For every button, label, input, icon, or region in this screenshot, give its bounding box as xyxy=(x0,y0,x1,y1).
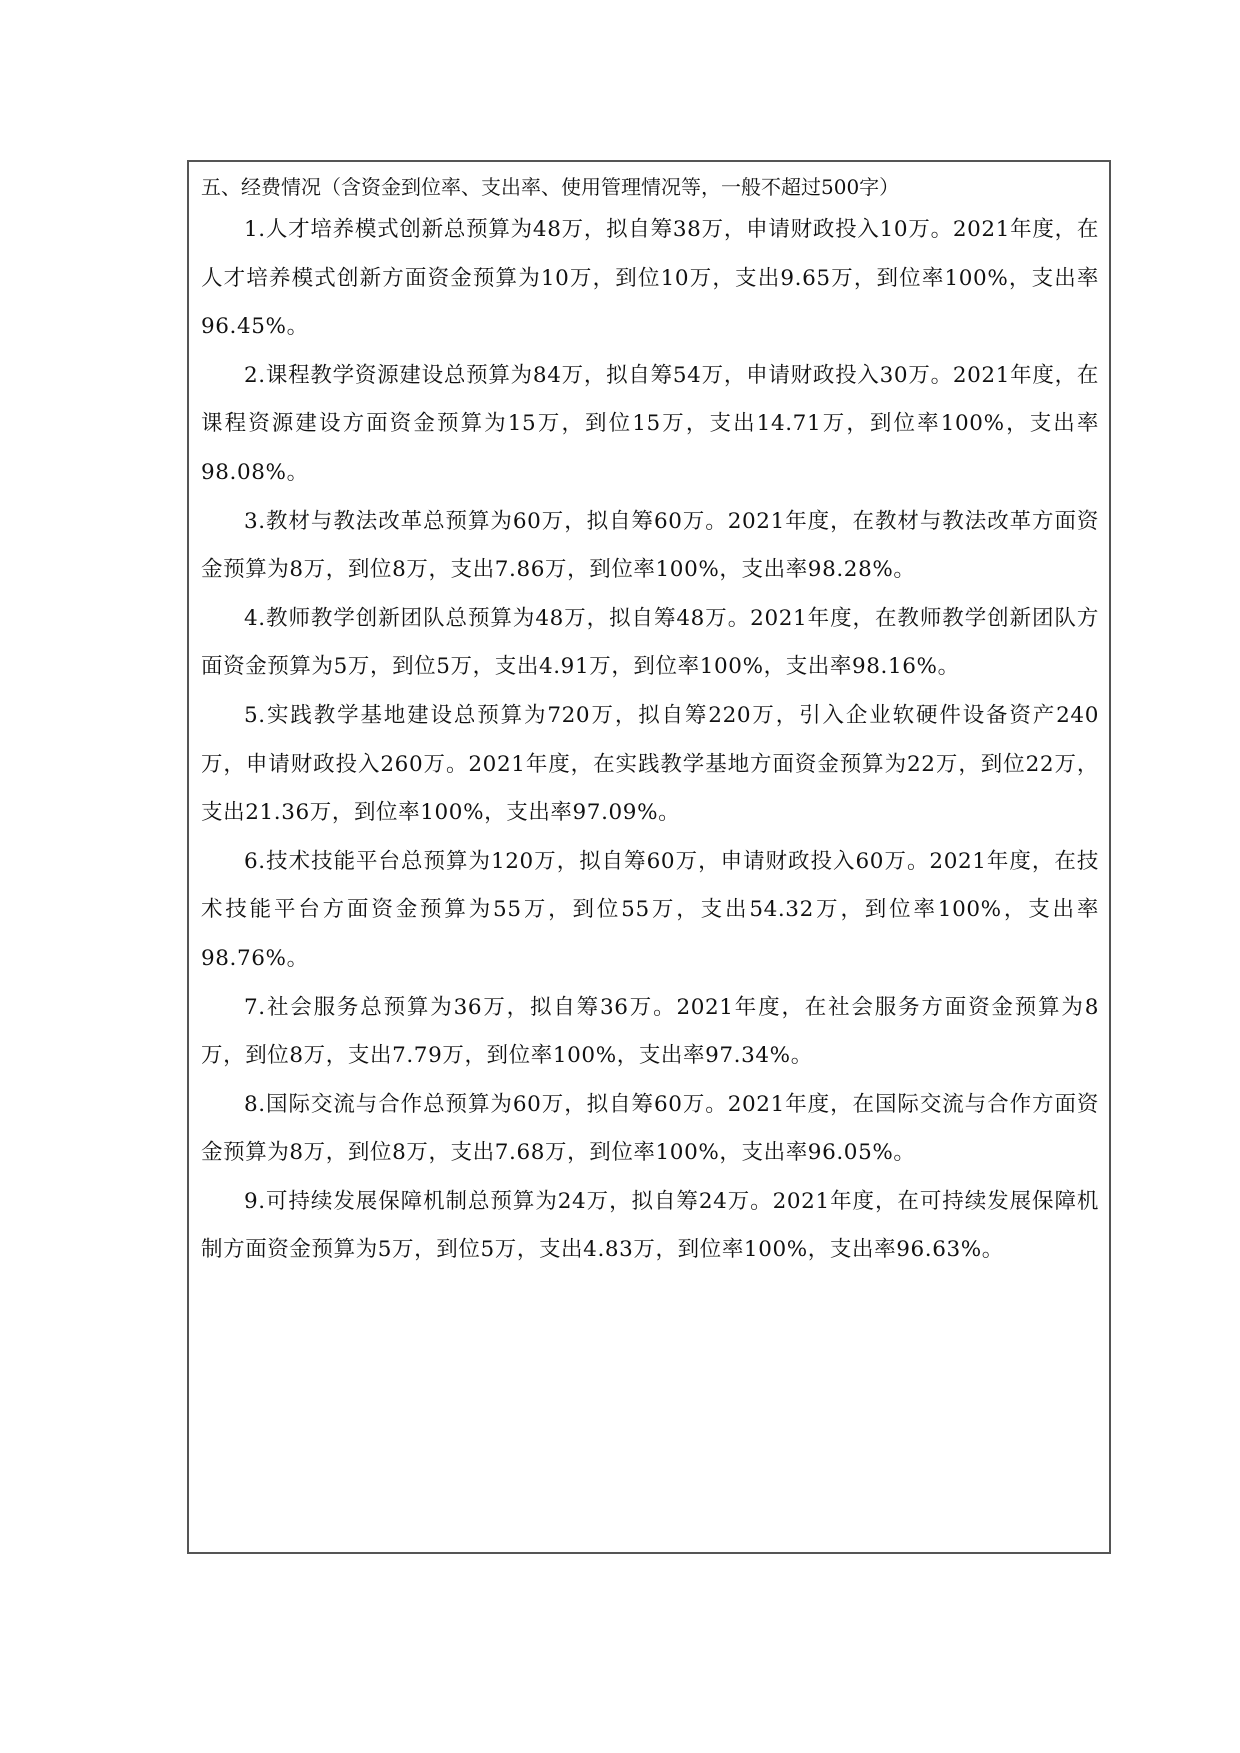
paragraph-course-resources: 2.课程教学资源建设总预算为84万，拟自筹54万，申请财政投入30万。2021年度，在课程资源建设方面资金预算为15万，到位15万，支出14.71万，到位率100%，支出率98.08%。 xyxy=(201,362,1099,485)
funding-section-content xyxy=(201,172,1099,1275)
paragraph-talent-training: 1.人才培养模式创新总预算为48万，拟自筹38万，申请财政投入10万。2021年度，在人才培养模式创新方面资金预算为10万，到位10万，支出9.65万，到位率100%，支出率96.45%。 xyxy=(201,217,1099,340)
paragraph-teaching-team: 4.教师教学创新团队总预算为48万，拟自筹48万。2021年度，在教师教学创新团队方面资金预算为5万，到位5万，支出4.91万，到位率100%，支出率98.16%。 xyxy=(201,605,1099,680)
section-heading: 五、经费情况（含资金到位率、支出率、使用管理情况等，一般不超过500字） xyxy=(201,175,900,199)
paragraph-social-service: 7.社会服务总预算为36万，拟自筹36万。2021年度，在社会服务方面资金预算为8万，到位8万，支出7.79万，到位率100%，支出率97.34%。 xyxy=(201,994,1099,1069)
paragraph-international-exchange: 8.国际交流与合作总预算为60万，拟自筹60万。2021年度，在国际交流与合作方面资金预算为8万，到位8万，支出7.68万，到位率100%，支出率96.05%。 xyxy=(201,1091,1099,1166)
paragraph-sustainability-mechanism: 9.可持续发展保障机制总预算为24万，拟自筹24万。2021年度，在可持续发展保障机制方面资金预算为5万，到位5万，支出4.83万，到位率100%，支出率96.63%。 xyxy=(201,1188,1099,1263)
paragraph-textbook-reform: 3.教材与教法改革总预算为60万，拟自筹60万。2021年度，在教材与教法改革方面资金预算为8万，到位8万，支出7.86万，到位率100%，支出率98.28%。 xyxy=(201,508,1099,583)
paragraph-skills-platform: 6.技术技能平台总预算为120万，拟自筹60万，申请财政投入60万。2021年度，在技术技能平台方面资金预算为55万，到位55万，支出54.32万，到位率100%，支出率98.76%。 xyxy=(201,848,1099,971)
funding-section-frame xyxy=(187,160,1111,1554)
paragraph-practice-base: 5.实践教学基地建设总预算为720万，拟自筹220万，引入企业软硬件设备资产240万，申请财政投入260万。2021年度，在实践教学基地方面资金预算为22万，到位22万，支出21.36万，到位率100%，支出率97.09%。 xyxy=(201,702,1099,826)
